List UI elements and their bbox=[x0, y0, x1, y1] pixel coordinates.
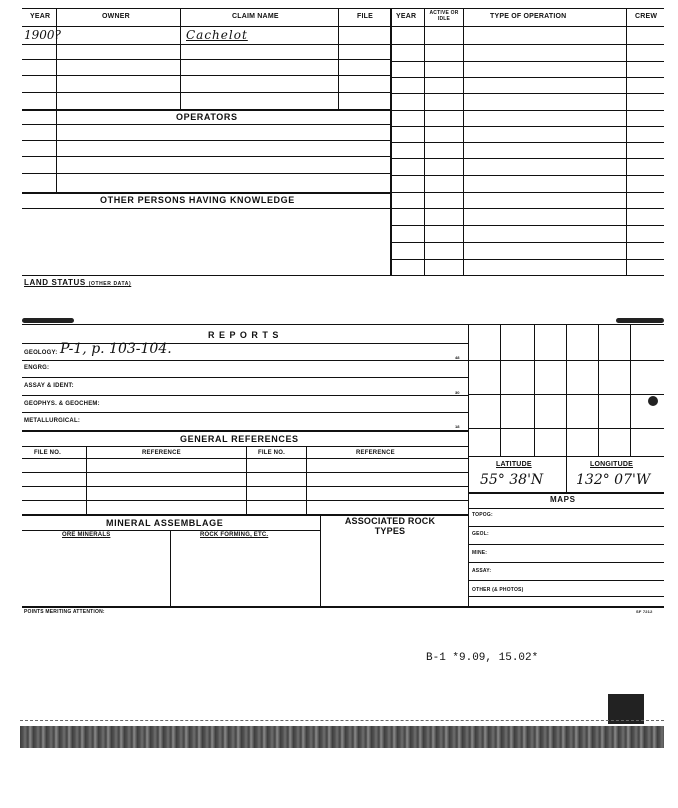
grid-line bbox=[500, 324, 501, 456]
row-line bbox=[22, 173, 390, 174]
row-line bbox=[390, 158, 664, 159]
scan-noise-line bbox=[20, 720, 664, 722]
row-line bbox=[468, 492, 664, 494]
row-line bbox=[390, 242, 664, 243]
row-line bbox=[390, 142, 664, 143]
row-line bbox=[390, 225, 664, 226]
grid-line bbox=[468, 394, 664, 395]
section-bottom-line bbox=[22, 606, 664, 608]
land-status-label bbox=[24, 278, 131, 287]
row-line bbox=[390, 208, 664, 209]
report-metallurgical-label: METALLURGICAL: bbox=[24, 418, 81, 424]
row-line bbox=[22, 360, 468, 361]
index-number: B-1 *9.09, 15.02* bbox=[426, 652, 539, 664]
row-line bbox=[22, 412, 468, 413]
col-divider bbox=[86, 446, 87, 514]
associated-rock-types: ASSOCIATED ROCK TYPES bbox=[344, 516, 436, 536]
col-divider bbox=[320, 514, 321, 606]
row-line bbox=[468, 596, 664, 597]
row-line bbox=[22, 458, 468, 459]
header-claim-name: CLAIM NAME bbox=[232, 13, 279, 20]
map-assay: ASSAY: bbox=[472, 568, 492, 574]
header-type-of-operation: TYPE OF OPERATION bbox=[490, 13, 567, 20]
grid-line bbox=[468, 428, 664, 429]
map-topog: TOPOG: bbox=[472, 512, 493, 518]
row-line bbox=[22, 486, 468, 487]
operators-top-line bbox=[22, 109, 390, 111]
ref-header-reference: REFERENCE bbox=[142, 450, 181, 456]
col-divider bbox=[246, 446, 247, 514]
row-line bbox=[22, 500, 468, 501]
top-border bbox=[22, 8, 664, 9]
top-section-bottom bbox=[22, 275, 664, 276]
row-line bbox=[390, 175, 664, 176]
row-line bbox=[22, 530, 320, 531]
col-divider bbox=[306, 446, 307, 514]
punch-hole bbox=[648, 396, 658, 406]
report-geophys-label: GEOPHYS. & GEOCHEM: bbox=[24, 401, 100, 407]
header-ops-year: YEAR bbox=[396, 13, 417, 20]
map-geol: GEOL: bbox=[472, 531, 489, 537]
row-line bbox=[22, 124, 390, 125]
report-num: 18 bbox=[455, 424, 460, 429]
row-line bbox=[22, 377, 468, 378]
row-line bbox=[468, 508, 664, 509]
row-line bbox=[22, 472, 468, 473]
header-file: FILE bbox=[357, 13, 373, 20]
latitude-value: 55° 38'N bbox=[480, 472, 544, 488]
row-line bbox=[390, 44, 664, 45]
grid-line bbox=[468, 360, 664, 361]
map-mine: MINE: bbox=[472, 550, 488, 556]
row-line bbox=[468, 562, 664, 563]
row-line bbox=[468, 544, 664, 545]
report-num: 30 bbox=[455, 390, 460, 395]
report-geology-value: P-1, p. 103-104. bbox=[60, 341, 172, 357]
col-divider bbox=[566, 456, 567, 492]
points-meriting-attention: POINTS MERITING ATTENTION: bbox=[24, 609, 105, 615]
row-line bbox=[390, 93, 664, 94]
row-line bbox=[390, 61, 664, 62]
row-line bbox=[390, 259, 664, 260]
grid-line bbox=[534, 324, 535, 456]
map-other: OTHER (& PHOTOS) bbox=[472, 587, 524, 593]
report-geology-label: GEOLOGY: bbox=[24, 350, 58, 356]
ore-minerals-header: ORE MINERALS bbox=[62, 532, 111, 538]
col-divider bbox=[468, 324, 469, 608]
header-year: YEAR bbox=[30, 13, 51, 20]
maps-title: MAPS bbox=[550, 495, 576, 504]
row-line bbox=[22, 75, 390, 76]
header-active-or-idle: ACTIVE OR IDLE bbox=[429, 10, 459, 22]
row-line bbox=[22, 92, 390, 93]
header-underline bbox=[22, 26, 664, 27]
row-line bbox=[390, 77, 664, 78]
row-line bbox=[22, 446, 468, 447]
row-line bbox=[22, 395, 468, 396]
longitude-label: LONGITUDE bbox=[590, 461, 634, 468]
entry-year: 1900? bbox=[24, 28, 61, 42]
ref-header-file-no-2: FILE NO. bbox=[258, 450, 285, 456]
row-line bbox=[390, 126, 664, 127]
row-line bbox=[22, 156, 390, 157]
land-status-text: LAND STATUS bbox=[24, 278, 86, 287]
punch-mark bbox=[616, 318, 664, 323]
grid-line bbox=[566, 324, 567, 456]
row-line bbox=[22, 44, 390, 45]
punch-mark bbox=[22, 318, 74, 323]
grid-line bbox=[598, 324, 599, 456]
grid-line bbox=[630, 324, 631, 456]
section-top-line bbox=[22, 324, 664, 325]
land-status-sub: (OTHER DATA) bbox=[88, 281, 132, 287]
row-line bbox=[22, 59, 390, 60]
entry-claim-name: Cachelot bbox=[186, 28, 248, 42]
row-line bbox=[22, 430, 468, 432]
ref-header-file-no: FILE NO. bbox=[34, 450, 61, 456]
scan-noise-band bbox=[20, 726, 664, 748]
ref-header-reference-2: REFERENCE bbox=[356, 450, 395, 456]
row-line bbox=[468, 580, 664, 581]
row-line bbox=[390, 110, 664, 111]
col-divider bbox=[170, 530, 171, 606]
reports-title: R E P O R T S bbox=[208, 330, 280, 340]
latitude-label: LATITUDE bbox=[496, 461, 532, 468]
general-references-title: GENERAL REFERENCES bbox=[180, 434, 299, 444]
report-assay-label: ASSAY & IDENT: bbox=[24, 383, 74, 389]
row-line bbox=[468, 526, 664, 527]
longitude-value: 132° 07'W bbox=[576, 472, 651, 488]
row-line bbox=[390, 192, 664, 193]
mineral-assemblage-title: MINERAL ASSEMBLAGE bbox=[106, 518, 224, 528]
header-crew: CREW bbox=[635, 13, 658, 20]
report-engrg-label: ENGRG: bbox=[24, 365, 50, 371]
other-persons-label: OTHER PERSONS HAVING KNOWLEDGE bbox=[100, 195, 295, 205]
form-number: SF 7212 bbox=[636, 609, 653, 614]
header-owner: OWNER bbox=[102, 13, 130, 20]
other-persons-top-line bbox=[22, 192, 390, 194]
rock-forming-header: ROCK FORMING, ETC. bbox=[200, 532, 269, 538]
row-line bbox=[22, 140, 390, 141]
row-line bbox=[22, 208, 390, 209]
operators-label: OPERATORS bbox=[176, 112, 238, 122]
report-num: 48 bbox=[455, 355, 460, 360]
